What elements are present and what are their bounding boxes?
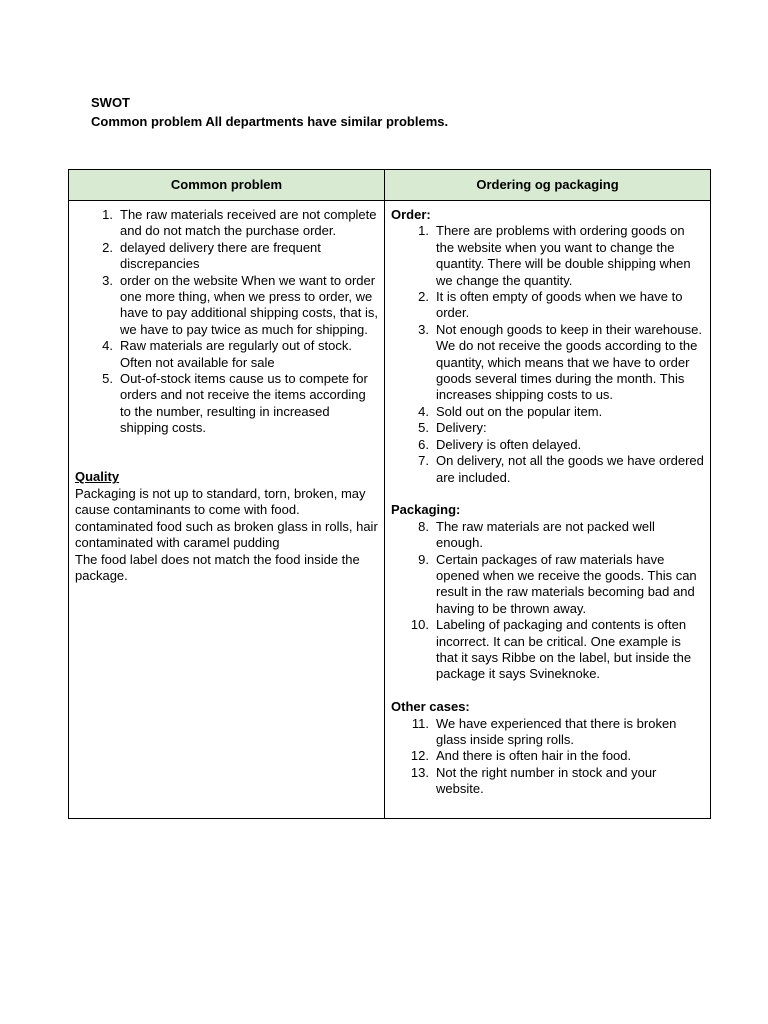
list-text: Certain packages of raw materials have opened when we receive the goods. This can result in the raw materials becoming bad and having to be thrown away. [436, 551, 697, 616]
list-item [391, 289, 704, 322]
packaging-heading: Packaging: [391, 502, 461, 518]
list-item [75, 240, 378, 273]
list-text: The raw materials are not packed well enough. [436, 518, 655, 551]
list-text: delayed delivery there are frequent discrepancies [120, 239, 321, 272]
document-subtitle: Common problem All departments have similar problems. [91, 114, 449, 129]
swot-table [68, 169, 711, 819]
list-number: 9. [418, 551, 429, 567]
list-item [391, 453, 704, 486]
list-number: 11. [411, 715, 429, 731]
list-item [391, 519, 704, 552]
quality-paragraph: Packaging is not up to standard, torn, broken, may cause contaminants to come with food. contaminated food such as broken glass in rolls, hair contaminated with caramel pudding [75, 485, 378, 551]
list-text: Sold out on the popular item. [436, 403, 603, 419]
list-item [391, 420, 704, 436]
list-text: There are problems with ordering goods on the website when you want to change the quantity. There will be double shipping when we change the quantity. [436, 223, 691, 288]
column-header-ordering-packaging: Ordering og packaging [385, 170, 710, 201]
list-item [391, 223, 704, 289]
list-item [391, 765, 704, 798]
list-number: 1. [102, 207, 113, 222]
list-text: order on the website When we want to order one more thing, when we press to order, we have to pay additional shipping costs, that is, we have to pay twice as much for shipping. [120, 272, 378, 337]
spacer [391, 486, 704, 502]
list-number: 5. [418, 420, 429, 436]
list-number: 7. [418, 453, 429, 469]
list-item [75, 371, 378, 437]
list-number: 3. [418, 321, 429, 337]
list-number: 10. [410, 617, 429, 633]
list-item [391, 716, 704, 749]
list-number: 1. [418, 223, 429, 239]
list-number: 4. [102, 338, 113, 354]
list-number: 4. [418, 403, 429, 419]
list-item [391, 404, 704, 420]
list-number: 13. [410, 764, 429, 780]
list-item [391, 617, 704, 683]
list-text: And there is often hair in the food. [436, 748, 632, 764]
list-text: Labeling of packaging and contents is often incorrect. It can be critical. One example is that it says Ribbe on the label, but inside the package it says Svineknoke. [436, 617, 692, 682]
list-text: Raw materials are regularly out of stock. Often not available for sale [120, 338, 352, 370]
list-text: The raw materials received are not complete and do not match the purchase order. [120, 207, 377, 239]
common-problem-cell [69, 201, 385, 818]
list-item [75, 207, 378, 240]
list-text: Delivery is often delayed. [436, 436, 582, 452]
list-item [391, 322, 704, 404]
column-header-common-problem: Common problem [69, 170, 385, 201]
spacer [391, 683, 704, 699]
list-number: 2. [102, 239, 113, 255]
list-text: We have experienced that there is broken glass inside spring rolls. [436, 715, 677, 747]
list-number: 5. [102, 371, 113, 387]
list-text: Delivery: [436, 420, 487, 436]
list-text: It is often empty of goods when we have to order. [436, 289, 683, 321]
spacer [75, 453, 378, 469]
list-text: On delivery, not all the goods we have ordered are included. [436, 453, 704, 485]
list-text: Not the right number in stock and your website. [436, 764, 657, 797]
document-title: SWOT [91, 95, 130, 110]
list-number: 8. [418, 518, 429, 534]
ordering-packaging-cell [385, 201, 710, 818]
document-heading [91, 93, 448, 131]
list-number: 3. [102, 272, 113, 288]
list-number: 2. [418, 289, 429, 305]
packaging-list [391, 519, 704, 683]
quality-heading: Quality [75, 469, 120, 485]
order-list [391, 223, 704, 486]
list-item [391, 437, 704, 453]
other-cases-list [391, 716, 704, 798]
list-item [391, 552, 704, 618]
list-item [75, 273, 378, 339]
list-text: Not enough goods to keep in their warehouse. We do not receive the goods according to the quantity, which means that we have to order goods several times during the month. This increases shipping costs to us. [436, 321, 702, 403]
common-problem-list [75, 207, 378, 437]
other-cases-heading: Other cases: [391, 699, 470, 715]
list-number: 12. [410, 748, 429, 764]
spacer [75, 437, 378, 453]
list-number: 6. [418, 436, 429, 452]
list-item [75, 338, 378, 371]
list-item [391, 748, 704, 764]
list-text: Out-of-stock items cause us to compete for orders and not receive the items according to the number, resulting in increased shipping costs. [120, 371, 368, 436]
order-heading: Order: [391, 207, 431, 222]
quality-paragraph: The food label does not match the food inside the package. [75, 551, 360, 583]
